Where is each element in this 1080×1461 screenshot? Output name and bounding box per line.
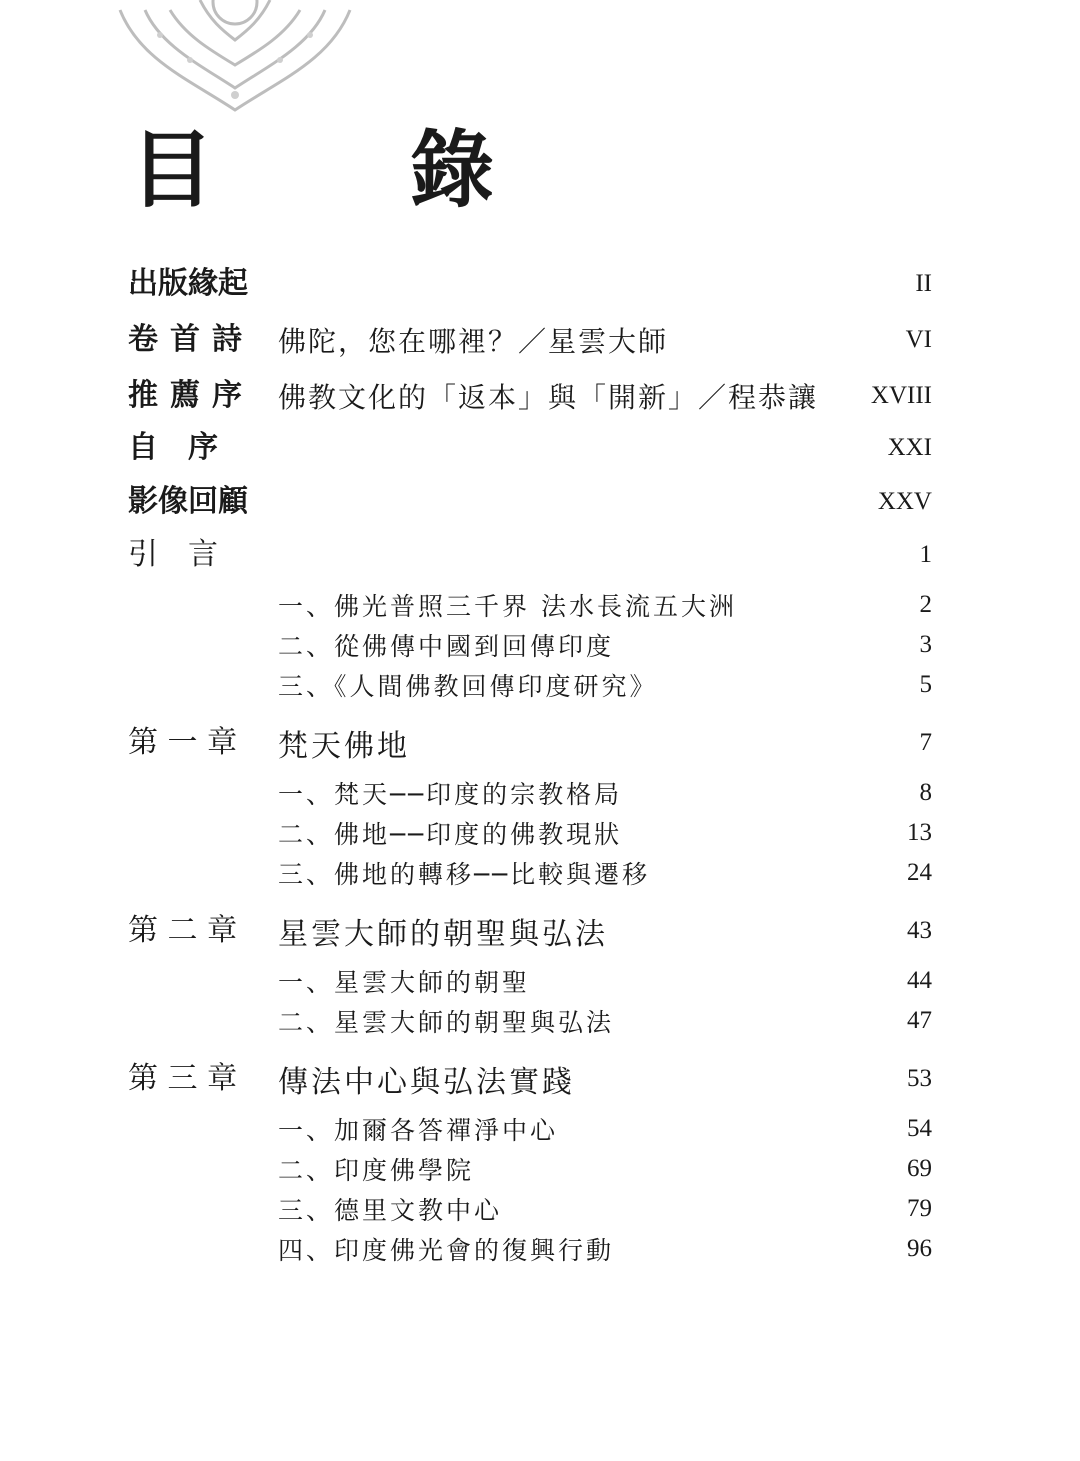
toc-chapter[interactable] (128, 723, 932, 763)
toc-page: 47 (907, 1007, 932, 1034)
toc-text: 四、印度佛光會的復興行動 (278, 1236, 615, 1265)
toc-text: 星雲大師的朝聖與弘法 (278, 917, 608, 952)
toc-page: 3 (919, 631, 932, 658)
toc-subsection[interactable] (128, 585, 932, 625)
toc-page: 1 (919, 541, 932, 568)
toc-text: 三、《人間佛教回傳印度研究》 (278, 672, 658, 701)
toc-page: 69 (907, 1155, 932, 1182)
toc-text: 二、印度佛學院 (278, 1156, 475, 1185)
toc-label: 出版緣起 (128, 266, 248, 301)
toc-page: 43 (907, 917, 932, 944)
toc-label: 第 二 章 (128, 913, 238, 948)
toc-page: XVIII (870, 382, 932, 409)
toc-subsection[interactable] (128, 813, 932, 853)
toc-page: 44 (907, 967, 932, 994)
toc-page: 7 (919, 729, 932, 756)
toc-subsection[interactable] (128, 773, 932, 813)
toc-text: 一、佛光普照三千界 法水長流五大洲 (278, 592, 737, 621)
toc-page: 24 (907, 859, 932, 886)
toc-subsection[interactable] (128, 625, 932, 665)
toc-chapter[interactable] (128, 911, 932, 951)
toc-text: 三、德里文教中心 (278, 1196, 503, 1225)
toc-subsection[interactable] (128, 961, 932, 1001)
toc-subsection[interactable] (128, 1109, 932, 1149)
toc-text: 佛陀，您在哪裡？／星雲大師 (278, 325, 669, 358)
toc-text: 三、佛地的轉移──比較與遷移 (278, 860, 651, 889)
toc-page: 13 (907, 819, 932, 846)
toc-text: 二、星雲大師的朝聖與弘法 (278, 1008, 615, 1037)
toc-page: XXI (887, 434, 932, 461)
toc-text: 一、星雲大師的朝聖 (278, 968, 531, 997)
toc-row[interactable] (128, 428, 932, 468)
toc-row[interactable] (128, 320, 932, 360)
toc-text: 一、加爾各答禪淨中心 (278, 1116, 559, 1145)
toc-subsection[interactable] (128, 1001, 932, 1041)
toc-row[interactable] (128, 376, 932, 416)
toc-row[interactable] (128, 264, 932, 304)
toc-page: 8 (919, 779, 932, 806)
toc-subsection[interactable] (128, 665, 932, 705)
toc-page: 96 (907, 1235, 932, 1262)
toc-page: 79 (907, 1195, 932, 1222)
toc-label: 第 一 章 (128, 725, 238, 760)
toc-page: 2 (919, 591, 932, 618)
toc-text: 二、從佛傳中國到回傳印度 (278, 632, 615, 661)
toc-page: XXV (877, 488, 932, 515)
toc-label: 卷首詩 (128, 322, 254, 357)
toc-text: 傳法中心與弘法實踐 (278, 1065, 575, 1100)
toc-row[interactable] (128, 482, 932, 522)
toc-row-intro[interactable] (128, 535, 932, 575)
toc-subsection[interactable] (128, 1189, 932, 1229)
toc-text: 佛教文化的「返本」與「開新」／程恭讓 (278, 381, 819, 414)
page-title: 目 錄 (130, 120, 551, 219)
toc-label: 推薦序 (128, 378, 254, 413)
toc-page: II (915, 270, 932, 297)
toc-page: 53 (907, 1065, 932, 1092)
toc-label: 引 言 (128, 537, 218, 572)
toc-chapter[interactable] (128, 1059, 932, 1099)
toc-subsection[interactable] (128, 853, 932, 893)
toc-text: 梵天佛地 (278, 729, 410, 764)
toc-label: 第 三 章 (128, 1061, 238, 1096)
toc-subsection[interactable] (128, 1229, 932, 1269)
toc-text: 一、梵天──印度的宗教格局 (278, 780, 623, 809)
toc-page: 5 (919, 671, 932, 698)
toc-label: 自 序 (128, 430, 218, 465)
toc-page: VI (905, 326, 932, 353)
toc-page: 54 (907, 1115, 932, 1142)
toc-subsection[interactable] (128, 1149, 932, 1189)
toc-label: 影像回顧 (128, 484, 248, 519)
toc-text: 二、佛地──印度的佛教現狀 (278, 820, 623, 849)
